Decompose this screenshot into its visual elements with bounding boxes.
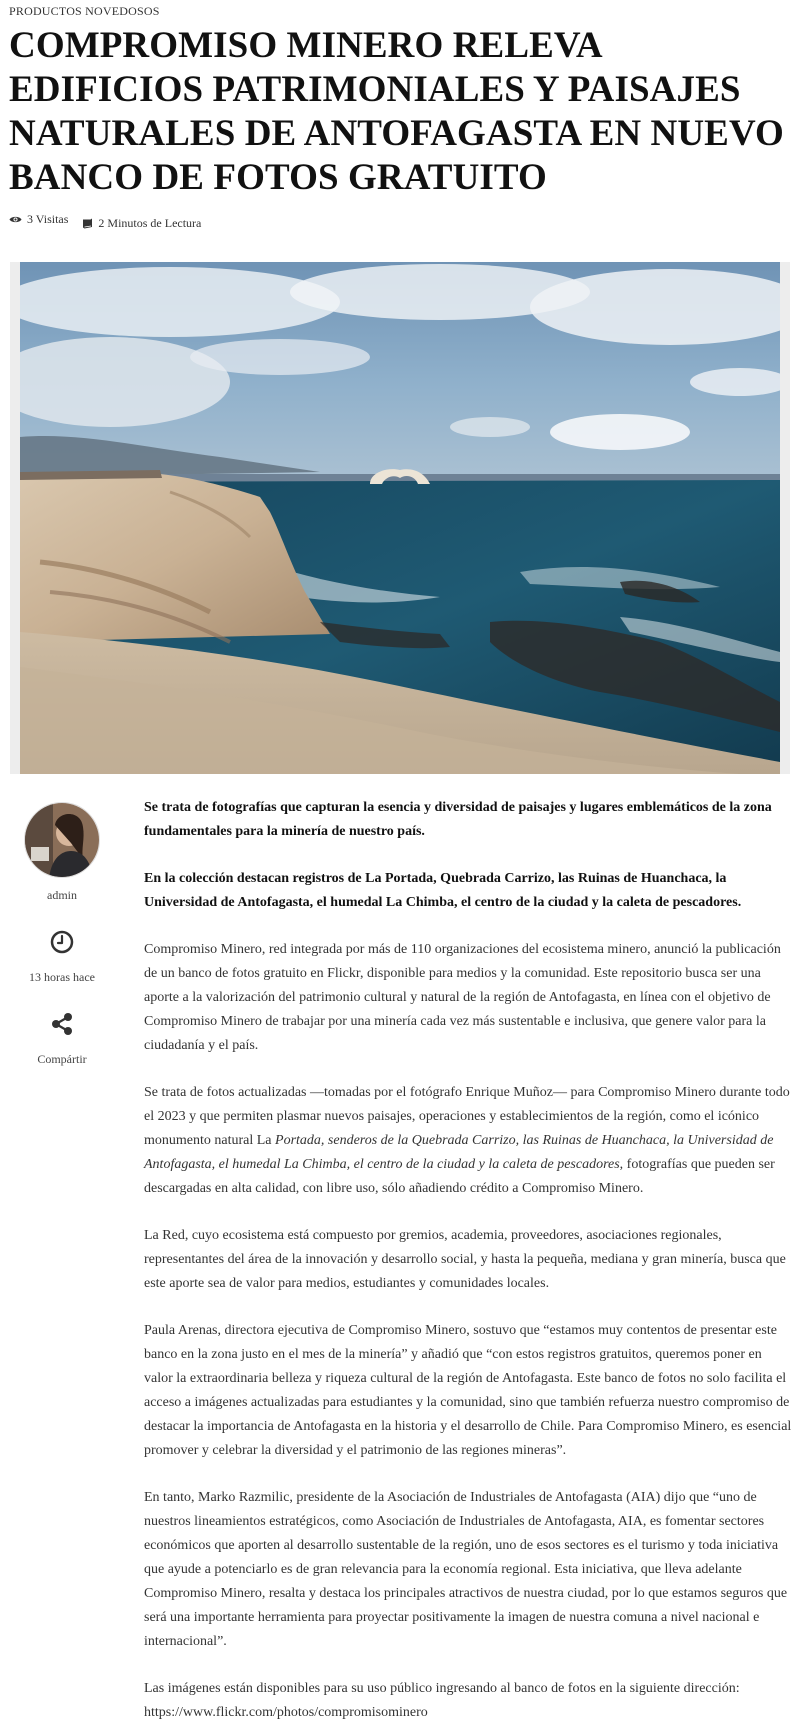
author-avatar[interactable] [24, 802, 100, 878]
category-label[interactable]: PRODUCTOS NOVEDOSOS [9, 4, 160, 18]
paragraph-2-end: , fotografías que pueden ser descargadas en alta calidad, con libre uso, sólo añadiendo crédito a Compromiso Minero. [144, 1157, 775, 1196]
share-icon [49, 1011, 75, 1037]
author-sidebar [20, 802, 104, 1067]
paragraph-4: Paula Arenas, directora ejecutiva de Compromiso Minero, sostuvo que “estamos muy contentos de presentar este banco en la zona justo en el mes de la minería” y añadió que “con estos registros gratuitos, queremos poner en valor la extraordinaria belleza y riqueza cultural de la región de Antofagasta. Este banco de fotos no solo facilita el acceso a imágenes actualizadas para estudiantes y la comunidad, sino que también refuerza nuestro compromiso de destacar la importancia de Antofagasta en la historia y el desarrollo de Chile. Para Compromiso Minero, es esencial promover y celebrar la diversidad y el patrimonio de las regiones mineras”. [144, 1323, 792, 1458]
flickr-link[interactable]: https://www.flickr.com/photos/compromisominero [144, 1705, 428, 1720]
hero-image [10, 262, 790, 774]
article-title: COMPROMISO MINERO RELEVA EDIFICIOS PATRIMONIALES Y PAISAJES NATURALES DE ANTOFAGASTA EN NUEVO BANCO DE FOTOS GRATUITO [9, 25, 784, 198]
share-button[interactable] [20, 985, 104, 1067]
clock-icon [49, 929, 75, 955]
coastal-landscape-image [20, 262, 780, 774]
paragraph-2-italic: Portada, senderos de la Quebrada Carrizo, las Ruinas de Huanchaca, la Universidad de Antofagasta, el humedal La Chimba, el centro de la ciudad y la caleta de pescadores [144, 1133, 774, 1172]
book-icon [82, 218, 93, 229]
time-block [20, 903, 104, 985]
lead-paragraph-1: Se trata de fotografías que capturan la esencia y diversidad de paisajes y lugares emblemáticos de la zona fundamentales para la minería de nuestro país. [144, 800, 772, 839]
eye-icon [9, 215, 22, 224]
time-ago: 13 horas hace [29, 970, 95, 984]
article-meta [9, 213, 215, 231]
paragraph-3: La Red, cuyo ecosistema está compuesto por gremios, academia, proveedores, asociaciones regionales, representantes del área de la innovación y desarrollo social, y hasta la pequeña, mediana y gran minería, busca que este aporte sea de valor para medios, estudiantes y comunidades locales. [144, 1228, 786, 1291]
read-time-meta [82, 216, 201, 231]
avatar-photo [25, 803, 100, 878]
paragraph-2-start: Se trata de fotos actualizadas —tomadas por el fotógrafo Enrique Muñoz— para Compromiso Minero durante todo el 2023 y que permiten plasmar nuevos paisajes, operaciones y establecimientos de la región, como el icónico monumento natural La [144, 1085, 790, 1148]
article-body [144, 796, 792, 1726]
share-label: Compártir [37, 1052, 87, 1066]
paragraph-1: Compromiso Minero, red integrada por más de 110 organizaciones del ecosistema minero, anunció la publicación de un banco de fotos gratuito en Flickr, disponible para medios y la comunidad. Este repositorio busca ser una aporte a la valorización del patrimonio cultural y natural de la región de Antofagasta, en línea con el objetivo de Compromiso Minero de trabajar por una minería cada vez más sustentable e inclusiva, que genere valor para la ciudadanía y el país. [144, 942, 781, 1053]
views-count: 3 Visitas [27, 212, 69, 226]
views-meta [9, 212, 68, 227]
author-name[interactable]: admin [47, 888, 77, 902]
paragraph-5: En tanto, Marko Razmilic, presidente de la Asociación de Industriales de Antofagasta (AIA) dijo que “uno de nuestros lineamientos estratégicos, como Asociación de Industriales de Antofagasta, AIA, es fomentar sectores económicos que aporten al desarrollo sustentable de la región, uno de esos sectores es el turismo y toda iniciativa que ayude a potenciarlo es de gran relevancia para la economía regional. Esta iniciativa, que lleva adelante Compromiso Minero, resalta y destaca los principales atractivos de nuestra ciudad, por lo que estamos seguros que será una importante herramienta para proyectar positivamente la imagen de nuestra comuna a nivel nacional e internacional”. [144, 1490, 788, 1649]
paragraph-6-text: Las imágenes están disponibles para su uso público ingresando al banco de fotos en la siguiente dirección: [144, 1681, 740, 1696]
read-time: 2 Minutos de Lectura [98, 216, 202, 230]
paragraph-6 [144, 1677, 792, 1725]
paragraph-2 [144, 1081, 792, 1201]
lead-paragraph-2: En la colección destacan registros de La Portada, Quebrada Carrizo, las Ruinas de Huanchaca, la Universidad de Antofagasta, el humedal La Chimba, el centro de la ciudad y la caleta de pescadores. [144, 871, 742, 910]
